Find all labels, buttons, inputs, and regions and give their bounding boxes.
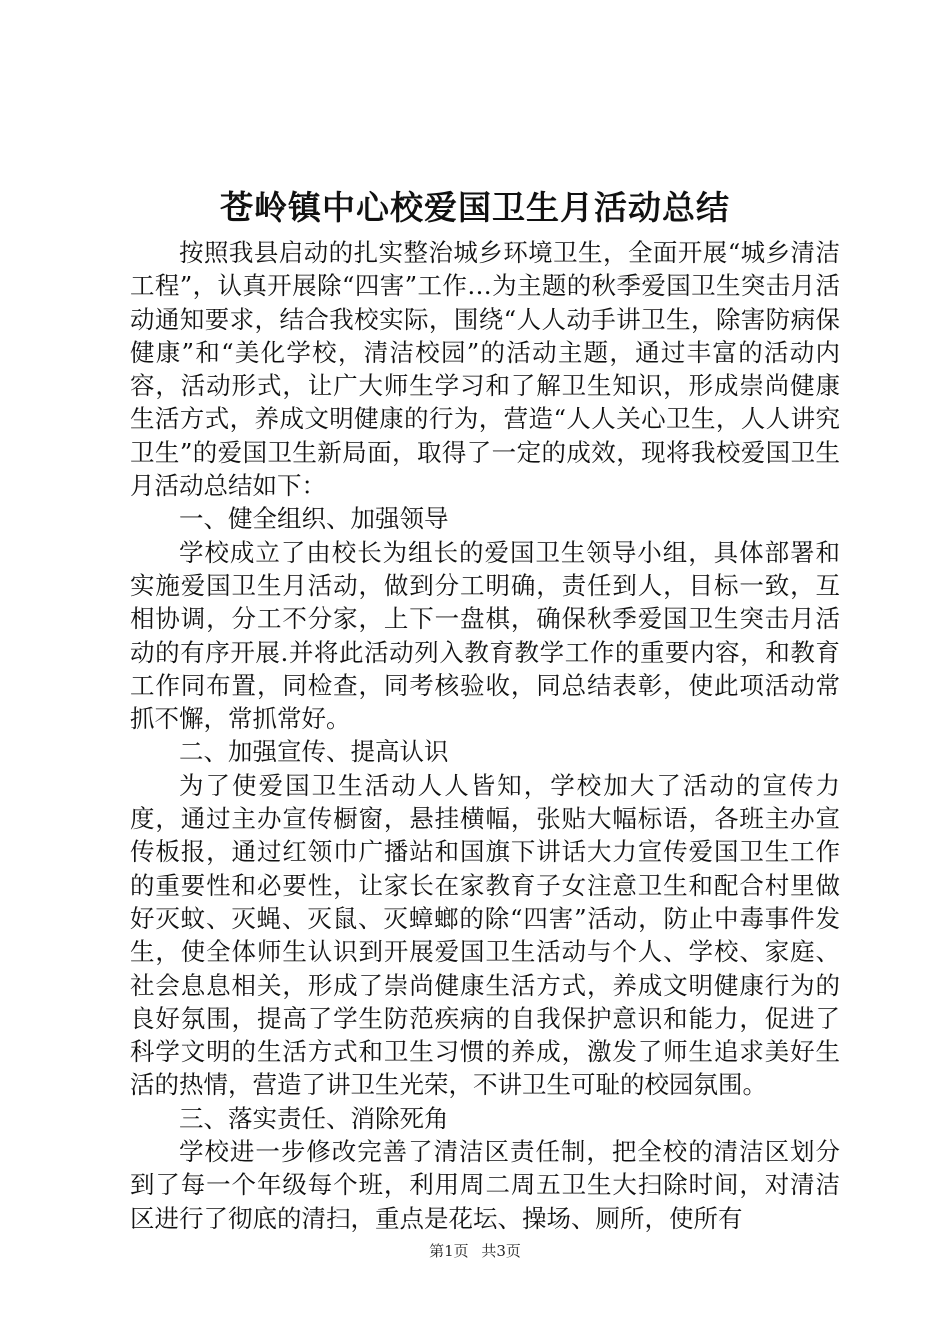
page-footer xyxy=(0,1241,950,1261)
section-heading-2: 二、加强宣传、提高认识 xyxy=(179,737,449,767)
section-paragraph-2: 为了使爱国卫生活动人人皆知，学校加大了活动的宣传力度，通过主办宣传橱窗，悬挂横幅，张贴大幅标语，各班主办宣传板报，通过红领巾广播站和国旗下讲话大力宣传爱国卫生工作的重要性和必要性，让家长在家教育子女注意卫生和配合村里做好灭蚊、灭蝇、灭鼠、灭蟑螂的除“四害”活动，防止中毒事件发生，使全体师生认识到开展爱国卫生活动与个人、学校、家庭、社会息息相关，形成了崇尚健康生活方式，养成文明健康行为的良好氛围，提高了学生防范疾病的自我保护意识和能力，促进了科学文明的生活方式和卫生习惯的养成，激发了师生追求美好生活的热情，营造了讲卫生光荣，不讲卫生可耻的校园氛围。 xyxy=(130,770,840,1100)
document-body xyxy=(130,236,840,1235)
document-title: 苍岭镇中心校爱国卫生月活动总结 xyxy=(220,188,730,227)
section-heading-3: 三、落实责任、消除死角 xyxy=(179,1103,449,1133)
page-number: 第1页 xyxy=(429,1242,469,1260)
section-paragraph-3: 学校进一步修改完善了清洁区责任制，把全校的清洁区划分到了每一个年级每个班，利用周二周五卫生大扫除时间，对清洁区进行了彻底的清扫，重点是花坛、操场、厕所，使所有 xyxy=(130,1137,840,1233)
intro-paragraph: 按照我县启动的扎实整治城乡环境卫生，全面开展“城乡清洁工程”，认真开展除“四害”工作…为主题的秋季爱国卫生突击月活动通知要求，结合我校实际，围绕“人人动手讲卫生，除害防病保健康”和“美化学校，清洁校园”的活动主题，通过丰富的活动内容，活动形式，让广大师生学习和了解卫生知识，形成崇尚健康生活方式，养成文明健康的行为，营造“人人关心卫生，人人讲究卫生”的爱国卫生新局面，取得了一定的成效，现将我校爱国卫生月活动总结如下： xyxy=(130,238,840,501)
section-paragraph-1: 学校成立了由校长为组长的爱国卫生领导小组，具体部署和实施爱国卫生月活动，做到分工明确，责任到人，目标一致，互相协调，分工不分家，上下一盘棋，确保秋季爱国卫生突击月活动的有序开展.并将此活动列入教育教学工作的重要内容，和教育工作同布置，同检查，同考核验收，同总结表彰，使此项活动常抓不懈，常抓常好。 xyxy=(130,537,840,734)
page-total: 共3页 xyxy=(481,1242,521,1260)
section-heading-1: 一、健全组织、加强领导 xyxy=(179,504,449,534)
